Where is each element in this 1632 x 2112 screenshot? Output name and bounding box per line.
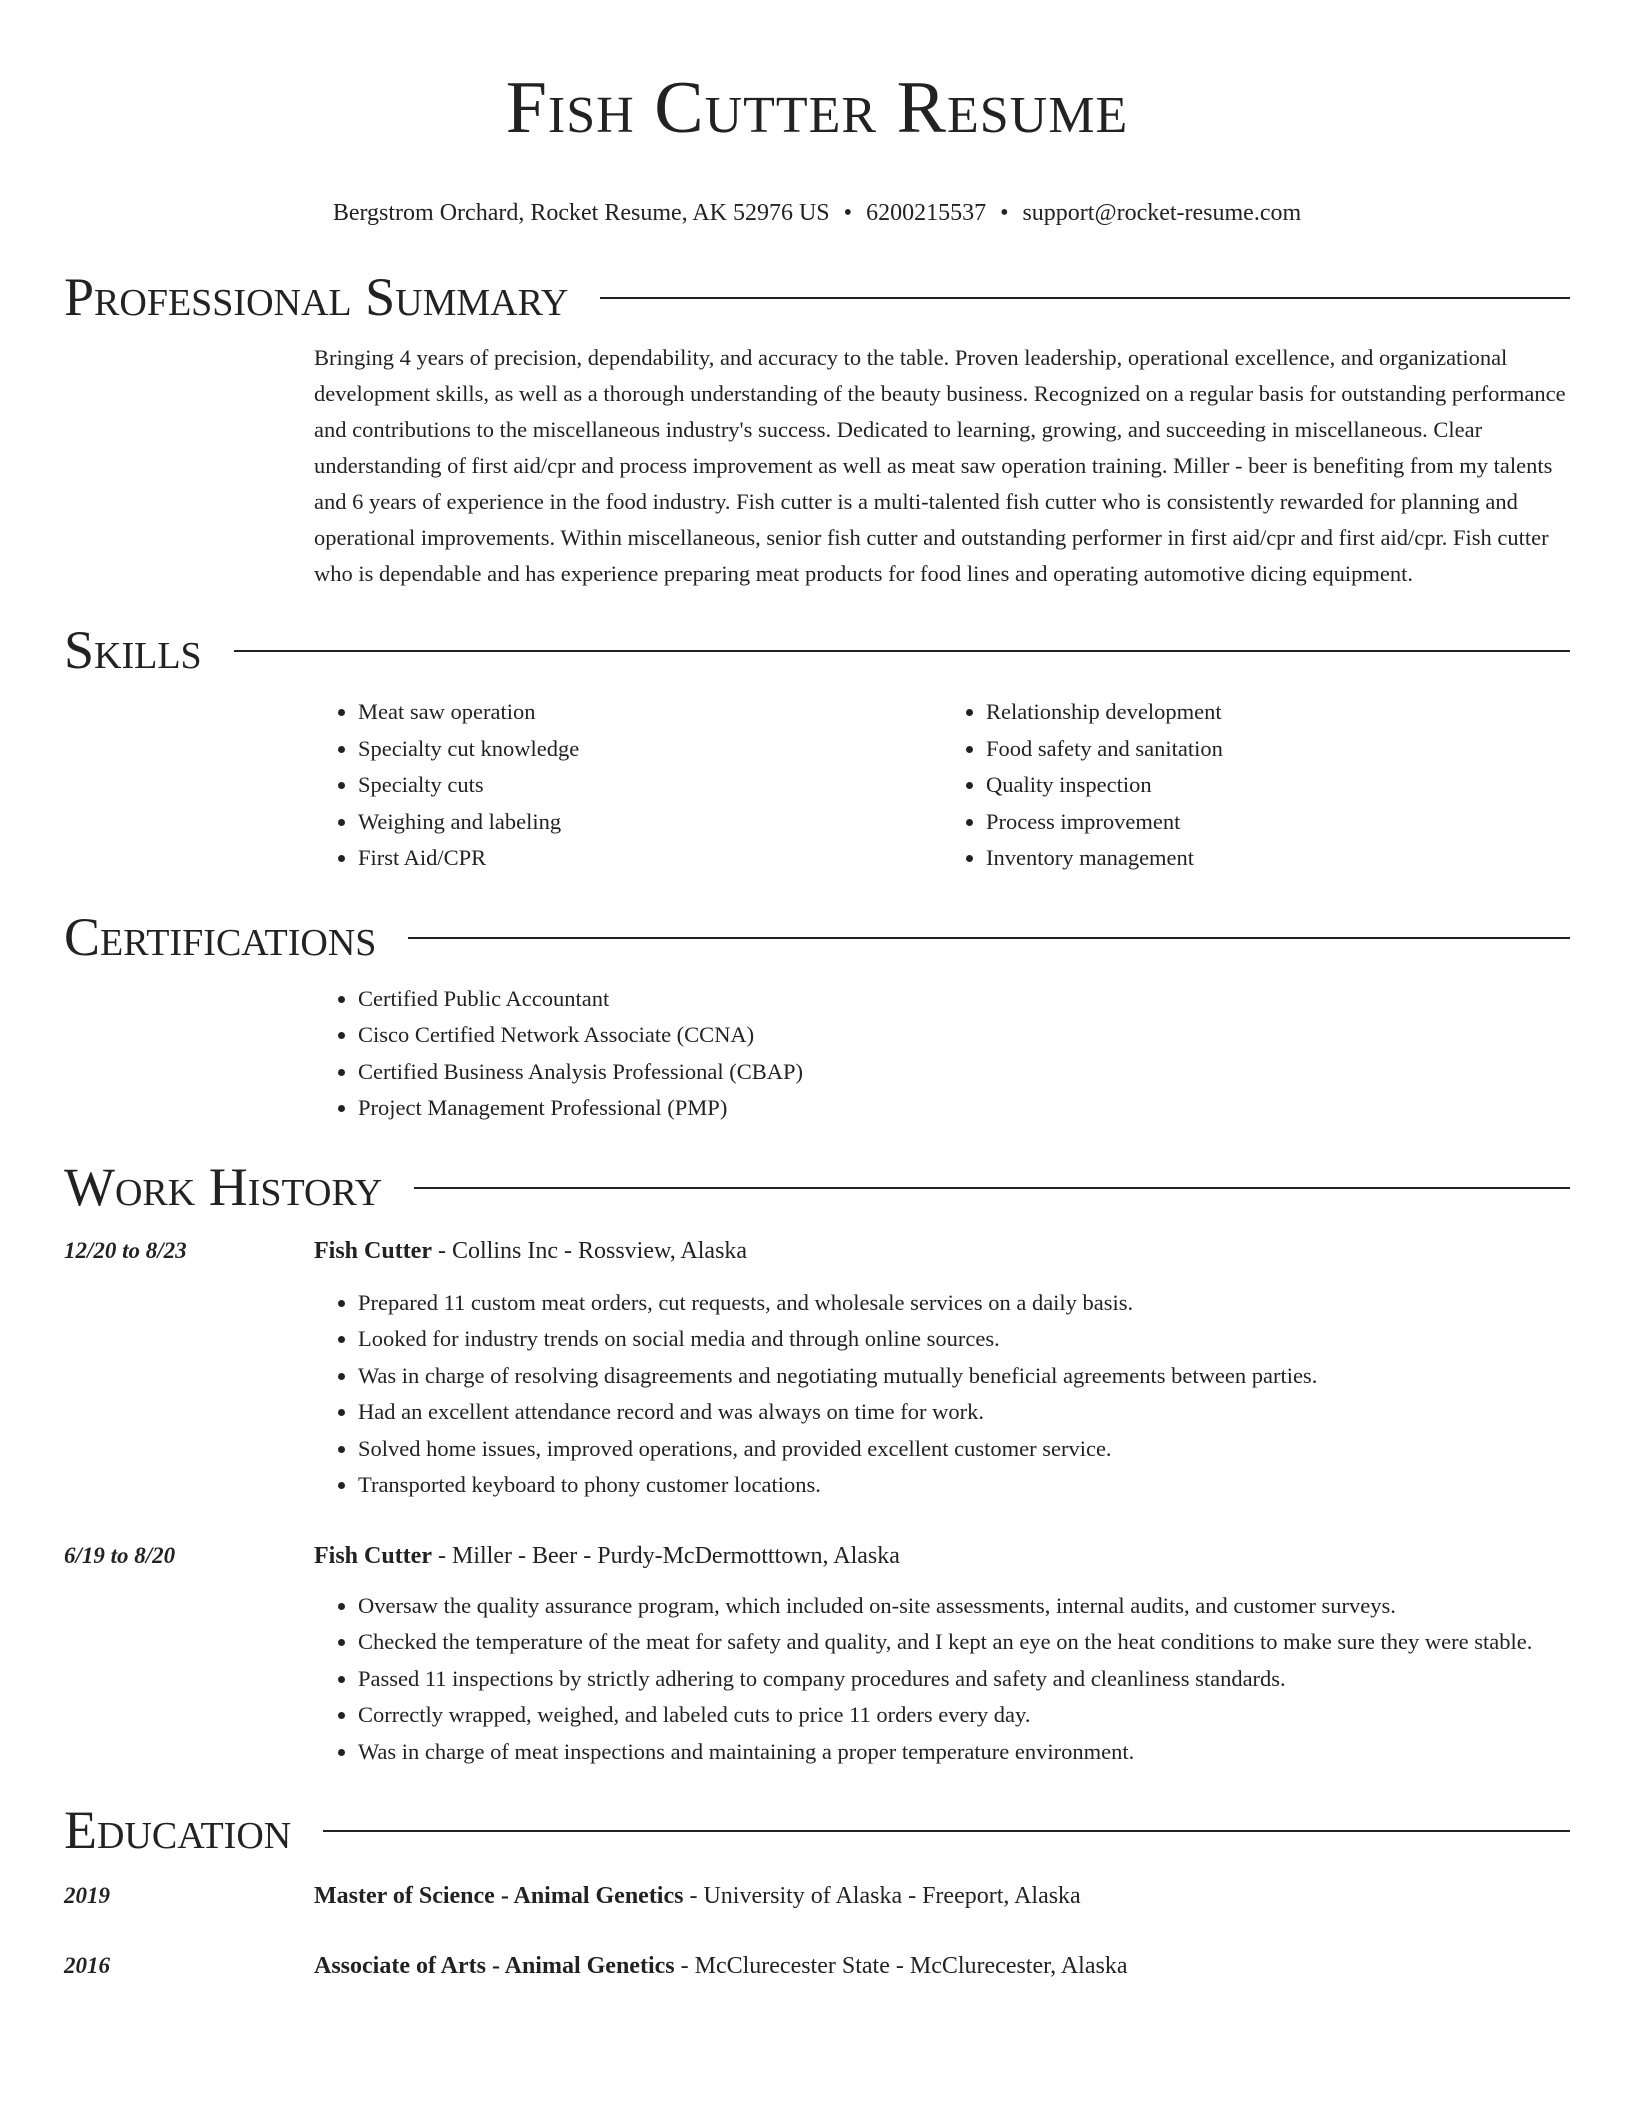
duty-item: • Was in charge of meat inspections and maintaining a proper temperature environment. bbox=[358, 1734, 1570, 1771]
contact-separator: • bbox=[1000, 200, 1009, 226]
contact-phone: 6200215537 bbox=[866, 200, 987, 226]
duty-item: • Looked for industry trends on social media and through online sources. bbox=[358, 1321, 1570, 1358]
education-school: - McClurecester State - McClurecester, Alaska bbox=[674, 1953, 1128, 1979]
education-degree: Master of Science - Animal Genetics bbox=[314, 1883, 684, 1909]
duty-item: • Passed 11 inspections by strictly adhering to company procedures and safety and cleanliness standards. bbox=[358, 1661, 1570, 1698]
job-duties bbox=[314, 1285, 1570, 1504]
skill-item: • First Aid/CPR bbox=[358, 840, 942, 877]
summary-text: Bringing 4 years of precision, dependability, and accuracy to the table. Proven leadership, operational excellence, and organizational development skills, as well as a thorough understanding of the beauty business. Recognized on a regular basis for outstanding performance and contributions to the miscellaneous industry's success. Dedicated to learning, growing, and succeeding in miscellaneous. Clear understanding of first aid/cpr and process improvement as well as meat saw operation training. Miller - beer is benefiting from my talents and 6 years of experience in the food industry. Fish cutter is a multi-talented fish cutter who is consistently rewarded for planning and operational improvements. Within miscellaneous, senior fish cutter and outstanding performer in first aid/cpr and first aid/cpr. Fish cutter who is dependable and has experience preparing meat products for food lines and operating automotive dicing equipment. bbox=[314, 345, 1566, 586]
contact-email: support@rocket-resume.com bbox=[1022, 200, 1302, 226]
education-title: Education bbox=[64, 1800, 292, 1860]
section-divider bbox=[600, 297, 1570, 299]
duty-item: • Transported keyboard to phony customer locations. bbox=[358, 1467, 1570, 1504]
section-divider bbox=[234, 650, 1570, 652]
duty-item: • Had an excellent attendance record and was always on time for work. bbox=[358, 1394, 1570, 1431]
job-employer: - Miller - Beer - Purdy-McDermotttown, Alaska bbox=[431, 1542, 900, 1569]
skill-item: • Weighing and labeling bbox=[358, 804, 942, 841]
resume-title: Fish Cutter Resume bbox=[505, 67, 1129, 149]
job-duties bbox=[314, 1588, 1570, 1771]
education-section-header bbox=[64, 1798, 1570, 1862]
education-year: 2019 bbox=[64, 1883, 110, 1908]
certifications-title: Certifications bbox=[64, 906, 377, 967]
skill-item: • Relationship development bbox=[986, 694, 1570, 731]
job-employer: - Collins Inc - Rossview, Alaska bbox=[431, 1237, 748, 1264]
work-section-header bbox=[64, 1155, 1570, 1219]
education-entry bbox=[64, 1878, 1570, 1914]
certification-item: • Cisco Certified Network Associate (CCNA) bbox=[358, 1017, 1570, 1054]
job-entry bbox=[64, 1538, 1570, 1771]
contact-separator: • bbox=[843, 200, 853, 226]
skills-column-right bbox=[942, 694, 1570, 877]
skills-title: Skills bbox=[64, 620, 202, 680]
skill-item: • Food safety and sanitation bbox=[986, 731, 1570, 768]
job-entry bbox=[64, 1233, 1570, 1504]
certifications-section-header bbox=[64, 905, 1570, 969]
summary-section-header bbox=[64, 265, 1570, 329]
duty-item: • Checked the temperature of the meat for safety and quality, and I kept an eye on the heat conditions to make sure they were stable. bbox=[358, 1624, 1570, 1661]
job-role: Fish Cutter bbox=[314, 1237, 432, 1264]
job-dates: 12/20 to 8/23 bbox=[64, 1237, 187, 1263]
section-divider bbox=[414, 1187, 1570, 1189]
duty-item: • Oversaw the quality assurance program, which included on-site assessments, internal audits, and customer surveys. bbox=[358, 1588, 1570, 1625]
skill-item: • Inventory management bbox=[986, 840, 1570, 877]
duty-item: • Solved home issues, improved operations, and provided excellent customer service. bbox=[358, 1431, 1570, 1468]
skill-item: • Meat saw operation bbox=[358, 694, 942, 731]
skill-item: • Process improvement bbox=[986, 804, 1570, 841]
summary-title: Professional Summary bbox=[64, 267, 569, 327]
education-school: - University of Alaska - Freeport, Alaska bbox=[683, 1883, 1081, 1909]
work-title: Work History bbox=[64, 1156, 383, 1217]
skill-item: • Specialty cut knowledge bbox=[358, 731, 942, 768]
skills-column-left bbox=[314, 694, 942, 877]
section-divider bbox=[408, 937, 1570, 939]
skills-list bbox=[314, 694, 1570, 877]
job-dates: 6/19 to 8/20 bbox=[64, 1542, 176, 1568]
education-entry bbox=[64, 1948, 1570, 1984]
skill-item: • Quality inspection bbox=[986, 767, 1570, 804]
certification-item: • Certified Public Accountant bbox=[358, 981, 1570, 1018]
job-role: Fish Cutter bbox=[314, 1542, 432, 1569]
skills-section-header bbox=[64, 618, 1570, 682]
section-divider bbox=[323, 1830, 1570, 1832]
duty-item: • Was in charge of resolving disagreements and negotiating mutually beneficial agreements between parties. bbox=[358, 1358, 1570, 1395]
education-year: 2016 bbox=[64, 1953, 110, 1978]
certification-item: • Certified Business Analysis Professional (CBAP) bbox=[358, 1054, 1570, 1091]
certifications-list bbox=[314, 981, 1570, 1127]
duty-item: • Prepared 11 custom meat orders, cut requests, and wholesale services on a daily basis. bbox=[358, 1285, 1570, 1322]
education-degree: Associate of Arts - Animal Genetics bbox=[314, 1953, 675, 1979]
certification-item: • Project Management Professional (PMP) bbox=[358, 1090, 1570, 1127]
duty-item: • Correctly wrapped, weighed, and labeled cuts to price 11 orders every day. bbox=[358, 1697, 1570, 1734]
contact-address: Bergstrom Orchard, Rocket Resume, AK 52976 US bbox=[332, 200, 830, 226]
contact-line bbox=[64, 198, 1570, 228]
skill-item: • Specialty cuts bbox=[358, 767, 942, 804]
